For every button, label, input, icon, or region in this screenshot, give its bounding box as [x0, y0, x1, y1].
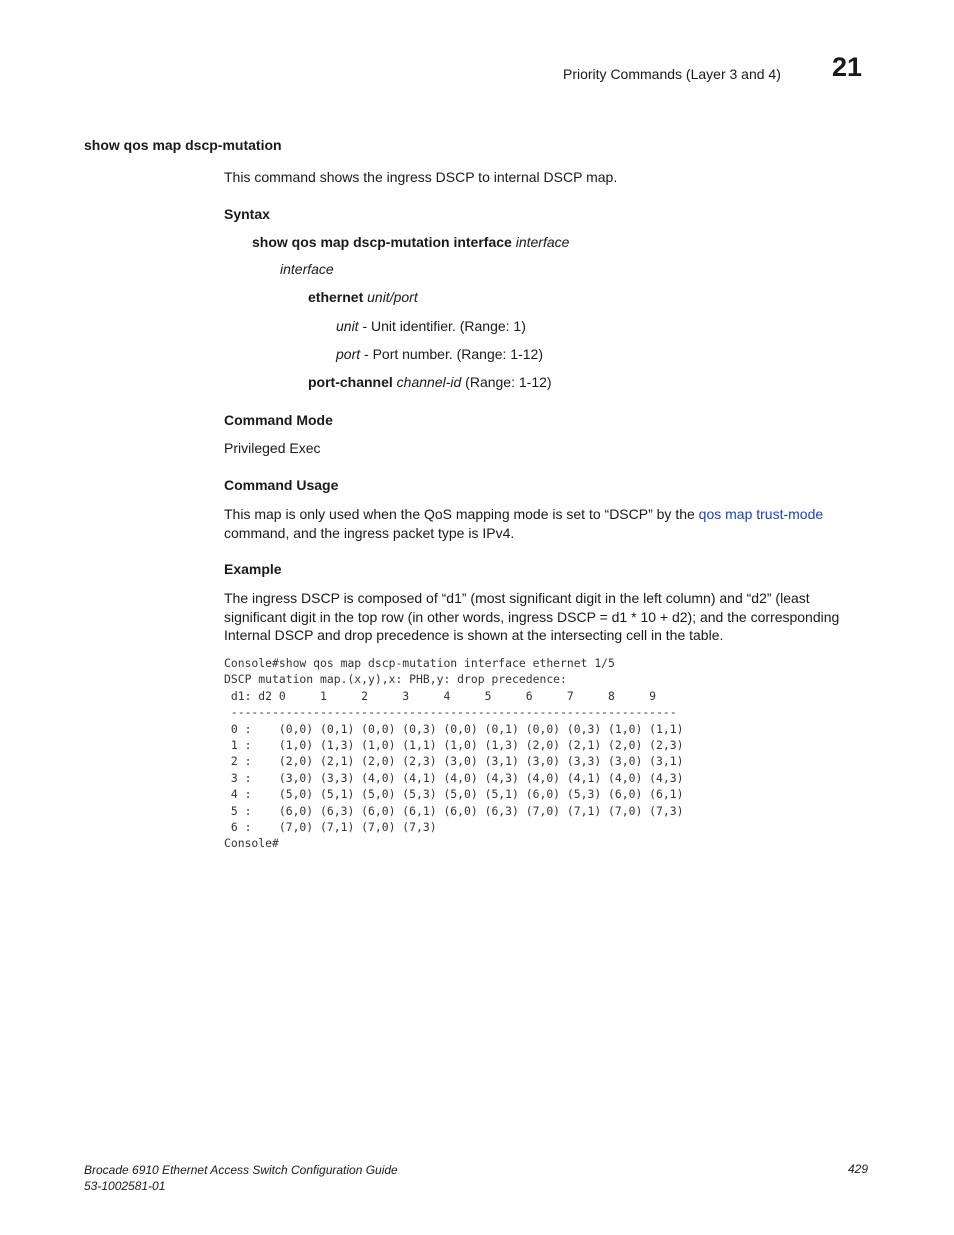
- command-mode-value: Privileged Exec: [224, 440, 321, 456]
- unit-name: unit: [336, 318, 359, 334]
- syntax-command: show qos map dscp-mutation interface: [252, 234, 512, 250]
- command-mode-heading: Command Mode: [224, 412, 333, 428]
- command-heading: show qos map dscp-mutation: [84, 137, 282, 153]
- unit-desc: - Unit identifier. (Range: 1): [358, 318, 526, 334]
- port-channel-desc: (Range: 1-12): [461, 374, 552, 390]
- port-desc: - Port number. (Range: 1-12): [360, 346, 543, 362]
- syntax-param-interface: interface: [280, 261, 334, 277]
- qos-map-trust-mode-link[interactable]: qos map trust-mode: [698, 506, 824, 522]
- port-channel-arg: channel-id: [396, 374, 462, 390]
- chapter-number: 21: [832, 52, 863, 82]
- usage-text-after: command, and the ingress packet type is IPv4.: [224, 524, 515, 541]
- example-heading: Example: [224, 561, 282, 577]
- syntax-ethernet: [308, 289, 418, 305]
- footer-doc-number: 53-1002581-01: [84, 1179, 166, 1193]
- example-text: The ingress DSCP is composed of “d1” (most significant digit in the left column) and “d2” (least significant digit in the top row (in other words, ingress DSCP = d1 * 10 + d2); and the corresponding Internal DSCP and drop precedence is shown at the intersecting cell in the table.: [224, 590, 840, 643]
- syntax-heading: Syntax: [224, 206, 270, 222]
- syntax-port-channel: [308, 374, 552, 390]
- usage-text-before: This map is only used when the QoS mapping mode is set to “DSCP” by the: [224, 506, 699, 522]
- command-usage-text: [224, 505, 854, 542]
- syntax-command-arg: interface: [515, 234, 570, 250]
- port-name: port: [336, 346, 361, 362]
- ethernet-arg: unit/port: [367, 289, 418, 305]
- port-channel-keyword: port-channel: [308, 374, 393, 390]
- ethernet-keyword: ethernet: [308, 289, 364, 305]
- syntax-line: [252, 234, 569, 250]
- syntax-unit: [336, 318, 526, 334]
- console-output: Console#show qos map dscp-mutation interface ethernet 1/5 DSCP mutation map.(x,y),x: PHB,y: drop precedence: d1: d2 0 1 2 3 4 5 6 7 8 9 ----------------------------------------------------------------- 0 : (0,0) (0,1) (0,0) (0,3) (0,0) (0,1) (0,0) (0,3) (1,0) (1,1) 1 : (1,0) (1,3) (1,0) (1,1) (1,0) (1,3) (2,0) (2,1) (2,0) (2,3) 2 : (2,0) (2,1) (2,0) (2,3) (3,0) (3,1) (3,0) (3,3) (3,0) (3,1) 3 : (3,0) (3,3) (4,0) (4,1) (4,0) (4,3) (4,0) (4,1) (4,0) (4,3) 4 : (5,0) (5,1) (5,0) (5,3) (5,0) (5,1) (6,0) (5,3) (6,0) (6,1) 5 : (6,0) (6,3) (6,0) (6,1) (6,0) (6,3) (7,0) (7,1) (7,0) (7,3) 6 : (7,0) (7,1) (7,0) (7,3) Console#: [224, 656, 684, 851]
- footer-doc-info: [84, 1162, 398, 1194]
- page-number: 429: [848, 1162, 869, 1176]
- command-usage-heading: Command Usage: [224, 477, 339, 493]
- syntax-port: [336, 346, 543, 362]
- intro-text: This command shows the ingress DSCP to internal DSCP map.: [224, 169, 618, 185]
- running-header-title: Priority Commands (Layer 3 and 4): [563, 66, 781, 82]
- footer-title: Brocade 6910 Ethernet Access Switch Configuration Guide: [84, 1163, 398, 1177]
